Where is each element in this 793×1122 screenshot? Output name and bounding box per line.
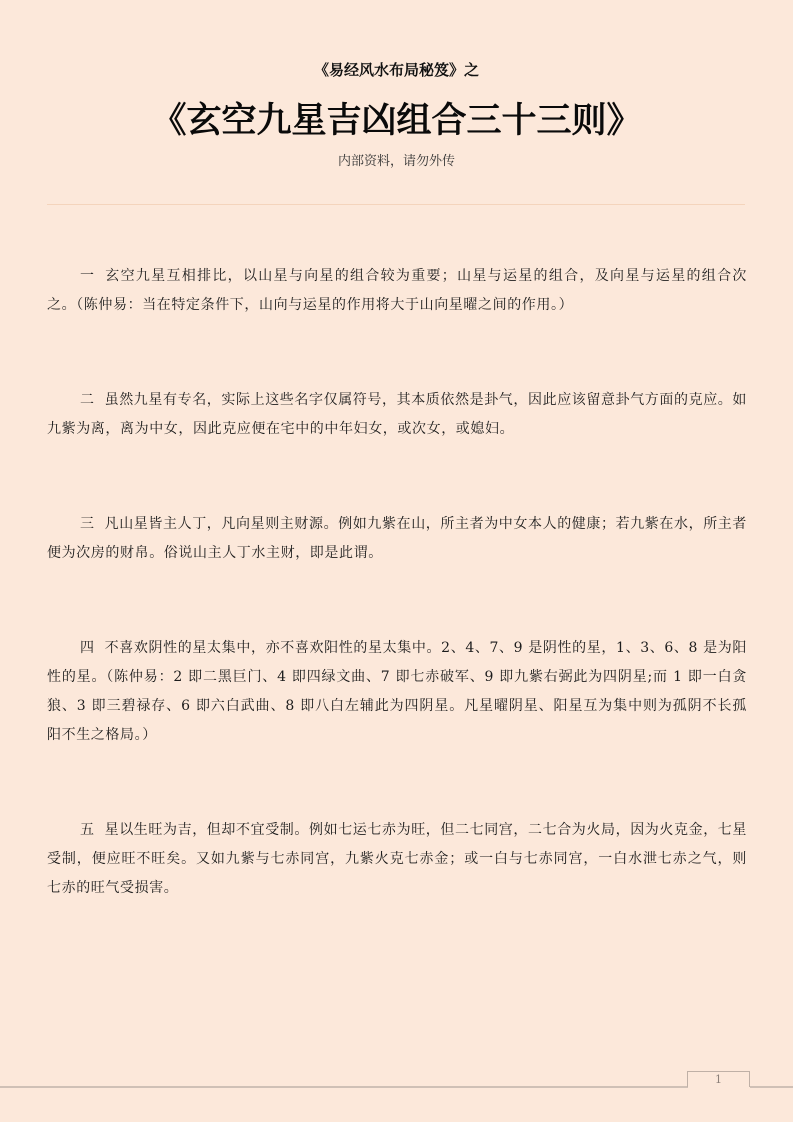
document-title: 《玄空九星吉凶组合三十三则》 [151, 101, 642, 141]
confidential-note: 内部资料，请勿外传 [337, 154, 455, 169]
paragraph-3 [47, 510, 747, 568]
paragraph-number: 三 [80, 516, 95, 532]
series-subtitle: 《易经风水布局秘笈》之 [313, 61, 479, 79]
paragraph-number: 四 [80, 640, 95, 656]
paragraph-text: 不喜欢阴性的星太集中，亦不喜欢阳性的星太集中。2、4、7、9 是阴性的星，1、3、6、8 是为阳性的星。（陈仲易：2 即二黑巨门、4 即四绿文曲、7 即七赤破军、9 即九紫右弼此为四阴星;而 1 即一白贪狼、3 即三碧禄存、6 即六白武曲、8 即八白左辅此为四阴星。凡星曜阴星、阳星互为集中则为孤阴不长孤阳不生之格局。） [47, 640, 747, 743]
footer-divider-left [0, 1086, 688, 1088]
paragraph-1 [47, 262, 747, 320]
paragraph-5 [47, 816, 747, 903]
page-number: 1 [715, 1073, 722, 1086]
header-divider [47, 204, 745, 205]
paragraph-text: 虽然九星有专名，实际上这些名字仅属符号，其本质依然是卦气，因此应该留意卦气方面的克应。如九紫为离，离为中女，因此克应便在宅中的中年妇女，或次女，或媳妇。 [47, 392, 748, 437]
footer-divider-right [750, 1086, 793, 1088]
paragraph-2 [47, 386, 747, 444]
paragraph-text: 玄空九星互相排比，以山星与向星的组合较为重要；山星与运星的组合，及向星与运星的组合次之。（陈仲易：当在特定条件下，山向与运星的作用将大于山向星曜之间的作用。） [47, 268, 747, 313]
paragraph-number: 一 [80, 268, 96, 284]
paragraph-number: 五 [80, 822, 95, 838]
document-body [47, 262, 747, 969]
paragraph-number: 二 [80, 392, 95, 408]
paragraph-text: 凡山星皆主人丁，凡向星则主财源。例如九紫在山，所主者为中女本人的健康；若九紫在水，所主者便为次房的财帛。俗说山主人丁水主财，即是此谓。 [47, 516, 748, 561]
paragraph-text: 星以生旺为吉，但却不宜受制。例如七运七赤为旺，但二七同宫，二七合为火局，因为火克金，七星受制，便应旺不旺矣。又如九紫与七赤同宫，九紫火克七赤金；或一白与七赤同宫，一白水泄七赤之气，则七赤的旺气受损害。 [47, 822, 748, 896]
paragraph-4 [47, 634, 747, 750]
